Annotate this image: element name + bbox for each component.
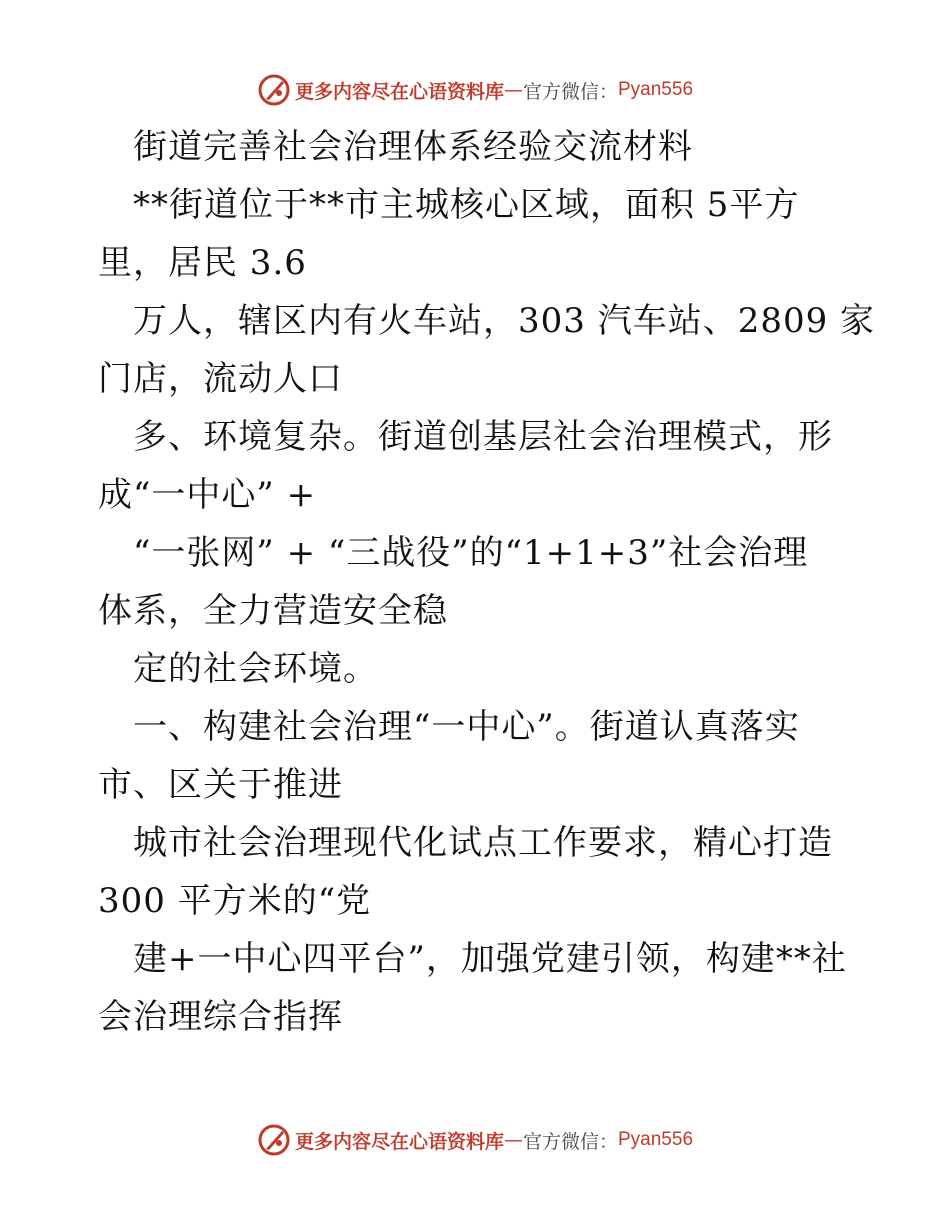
document-title: 街道完善社会治理体系经验交流材料	[133, 127, 693, 167]
feather-pen-logo-icon	[257, 73, 291, 107]
watermark-main-text: 更多内容尽在心语资料库	[294, 80, 504, 103]
text-line: **街道位于**市主城核心区域，面积 5平方	[133, 185, 800, 225]
text-line: 成“一中心” +	[98, 475, 317, 515]
watermark-banner-top	[0, 70, 950, 110]
text-line: 建+一中心四平台”，加强党建引领，构建**社	[133, 939, 847, 979]
text-line: 会治理综合指挥	[98, 997, 343, 1037]
text-line: 多、环境复杂。街道创基层社会治理模式，形	[133, 417, 833, 457]
text-line: 门店，流动人口	[98, 359, 343, 399]
watermark-main-text: 更多内容尽在心语资料库	[294, 1130, 504, 1153]
text-line: 市、区关于推进	[98, 765, 343, 805]
watermark-wechat-id: Pyan556	[618, 1129, 694, 1150]
watermark-wechat-id: Pyan556	[618, 79, 694, 100]
feather-pen-logo-icon	[257, 1123, 291, 1157]
text-line: 体系，全力营造安全稳	[98, 591, 448, 631]
text-line: 城市社会治理现代化试点工作要求，精心打造	[133, 823, 833, 863]
watermark-wechat-label: 官方微信：	[522, 80, 618, 103]
watermark-dash: —	[503, 1129, 523, 1151]
text-line: “一张网” + “三战役”的“1+1+3”社会治理	[133, 533, 809, 573]
watermark-dash: —	[503, 79, 523, 101]
section-heading-line: 一、构建社会治理“一中心”。街道认真落实	[133, 707, 800, 747]
text-line: 万人，辖区内有火车站，303 汽车站、2809 家	[133, 301, 876, 341]
text-line: 里，居民 3.6	[98, 243, 307, 283]
watermark-wechat-label: 官方微信：	[522, 1130, 618, 1153]
watermark-banner-bottom	[0, 1120, 950, 1160]
text-line: 300 平方米的“党	[98, 881, 372, 921]
text-line: 定的社会环境。	[133, 649, 378, 689]
